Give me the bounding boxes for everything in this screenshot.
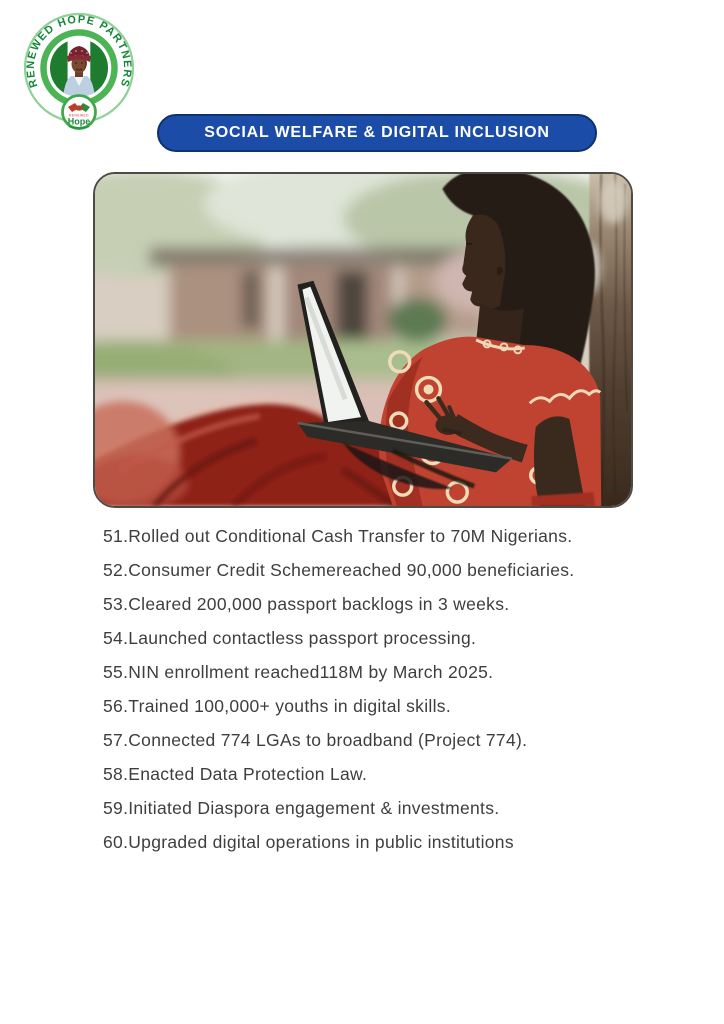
woman-using-laptop-photo — [93, 172, 633, 508]
renewed-hope-partners-logo — [21, 12, 137, 134]
list-item: 55.NIN enrollment reached118M by March 2025. — [103, 662, 494, 682]
list-item: 58.Enacted Data Protection Law. — [103, 764, 368, 784]
section-banner — [157, 114, 597, 152]
hope-badge — [63, 96, 96, 129]
logo-graphic — [21, 12, 137, 134]
list-item: 54.Launched contactless passport processing. — [103, 628, 477, 648]
list-item: 59.Initiated Diaspora engagement & investments. — [103, 798, 500, 818]
list-item: 51.Rolled out Conditional Cash Transfer to 70M Nigerians. — [103, 526, 573, 546]
badge-text: Hope — [67, 116, 91, 127]
logo-ring-text: RENEWED HOPE PARTNERS — [24, 13, 134, 90]
list-item: 53.Cleared 200,000 passport backlogs in 3 weeks. — [103, 594, 510, 614]
list-item: 60.Upgraded digital operations in public institutions — [103, 832, 514, 852]
badge-small-text: RENEWED — [69, 113, 89, 118]
list-item: 52.Consumer Credit Schemereached 90,000 beneficiaries. — [103, 560, 575, 580]
photo-illustration — [95, 174, 631, 506]
achievements-list — [103, 526, 648, 866]
list-item: 57.Connected 774 LGAs to broadband (Project 774). — [103, 730, 528, 750]
banner-title: SOCIAL WELFARE & DIGITAL INCLUSION — [204, 124, 550, 141]
list-item: 56.Trained 100,000+ youths in digital skills. — [103, 696, 451, 716]
logo-portrait — [50, 39, 108, 97]
